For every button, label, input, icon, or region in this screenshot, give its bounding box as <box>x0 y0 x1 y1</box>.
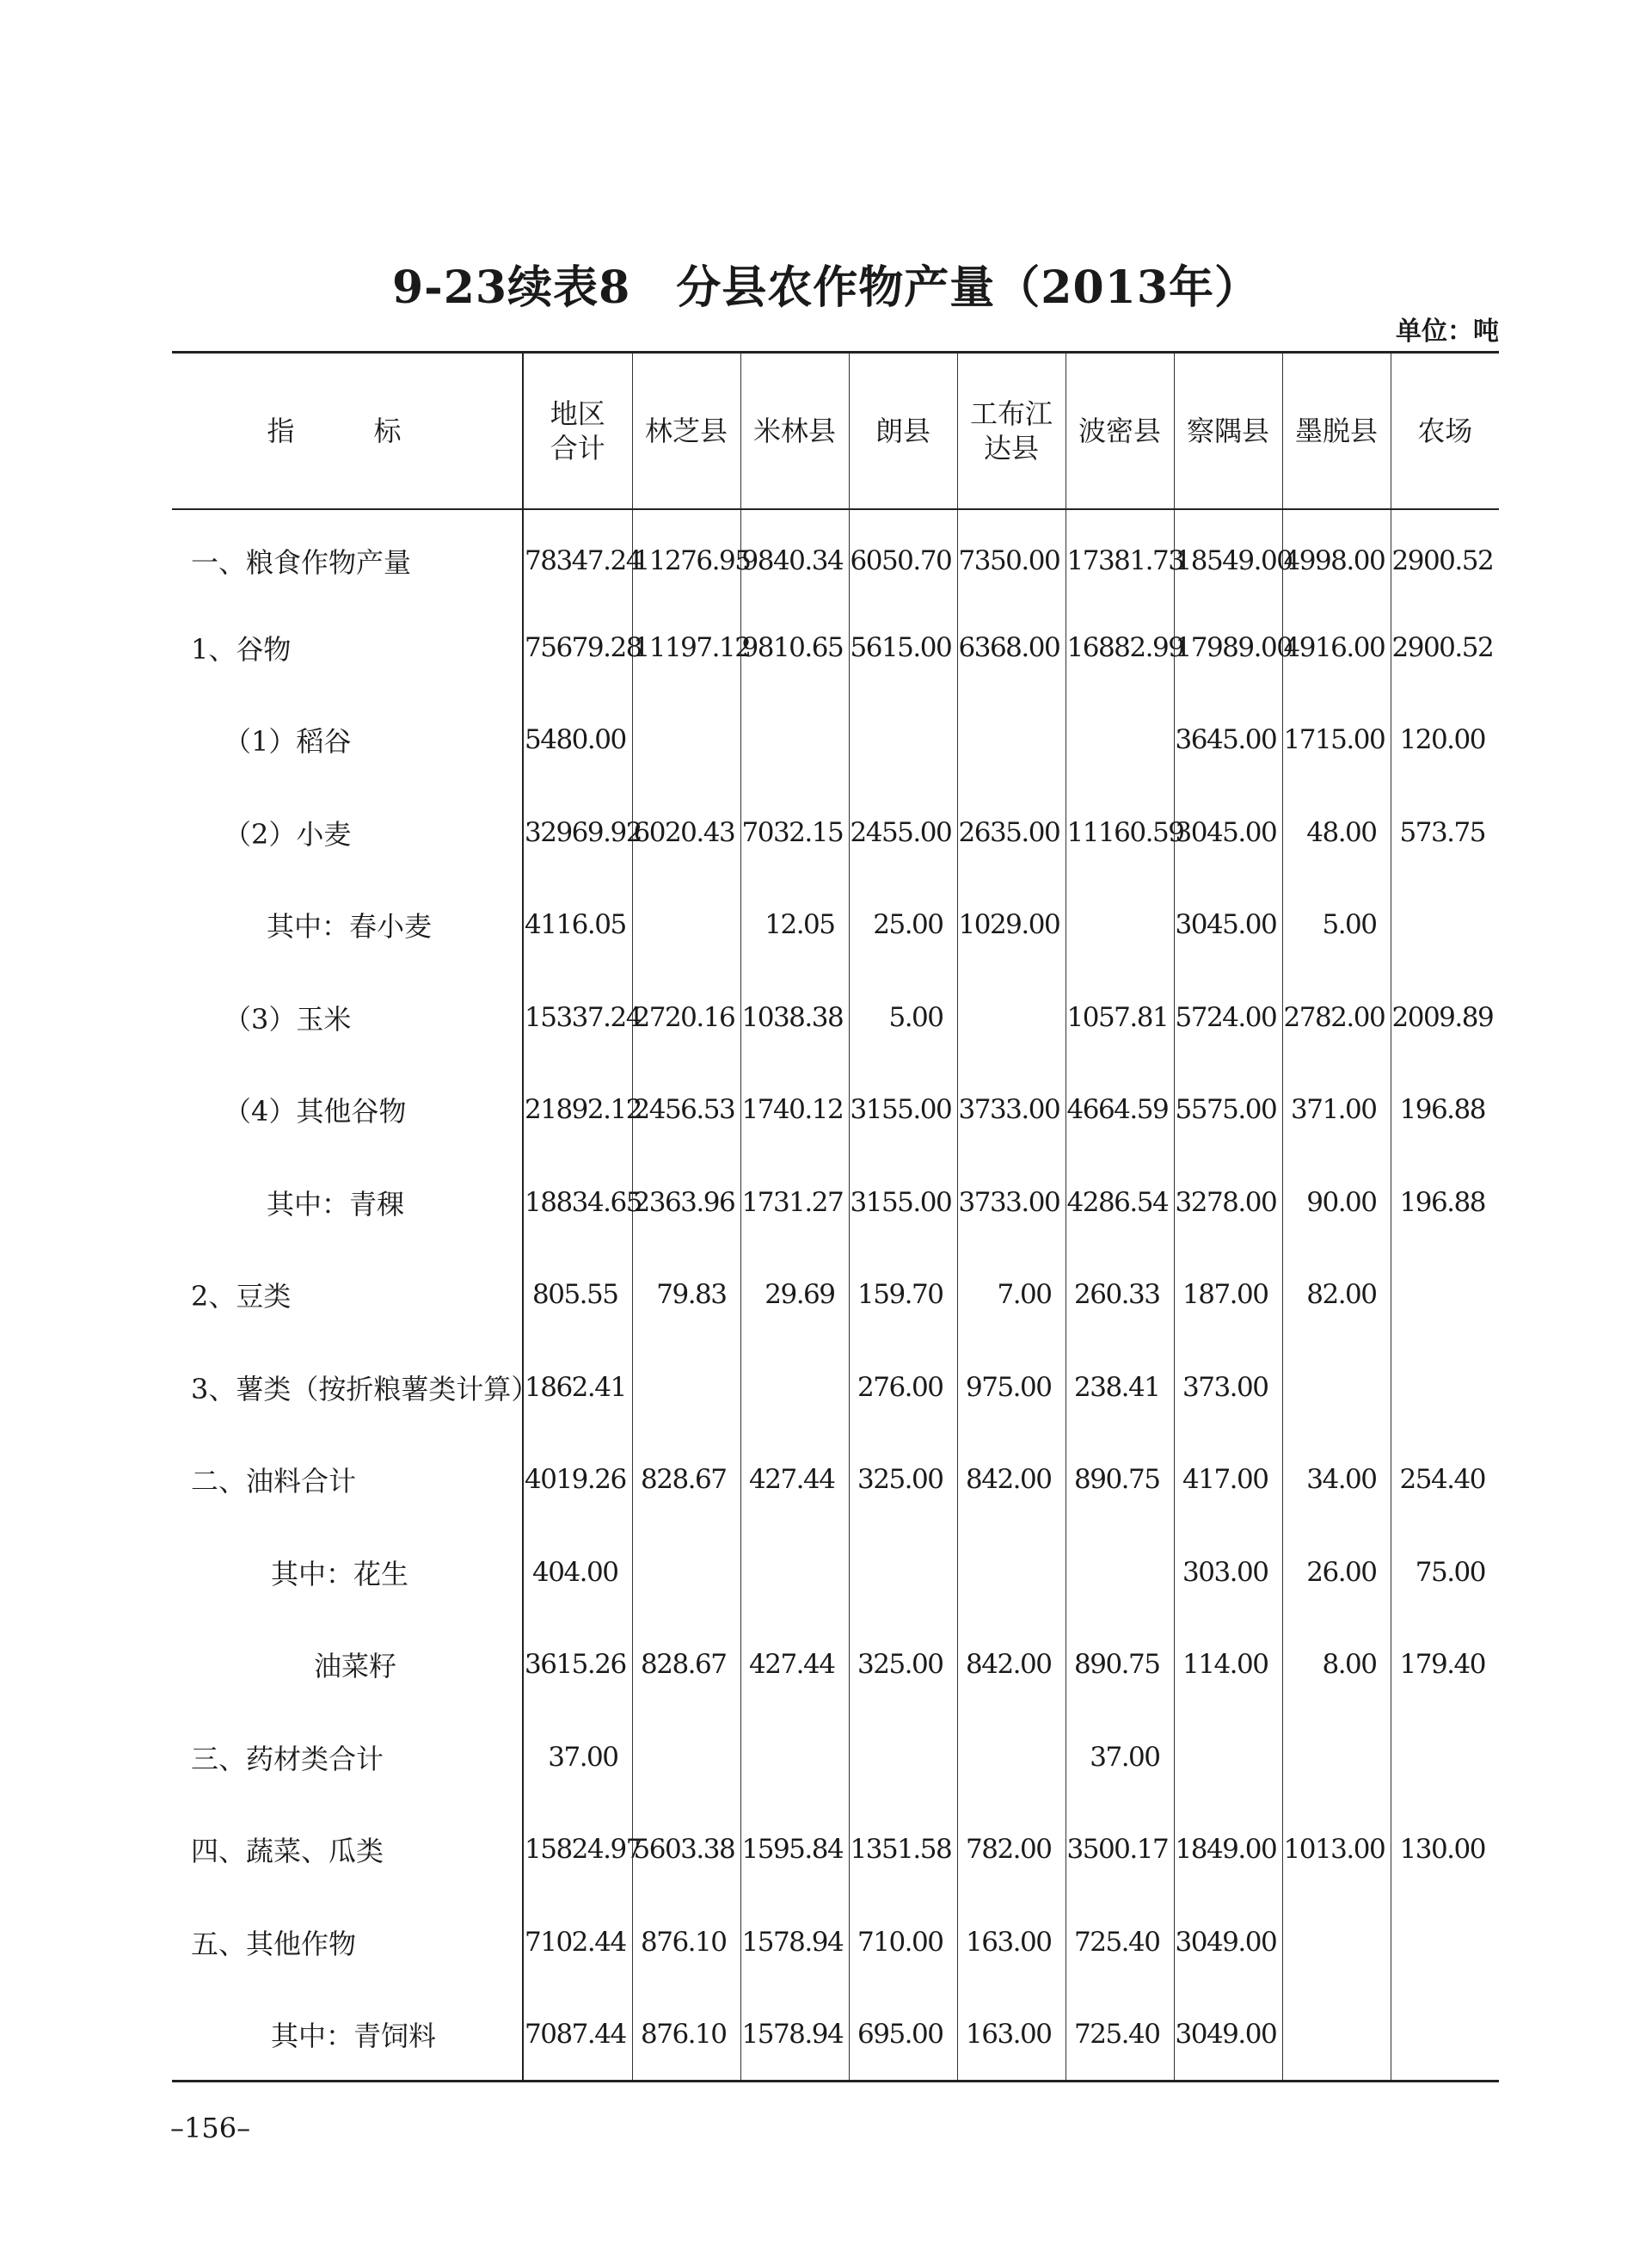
table-row <box>172 1711 1499 1804</box>
row-label: 其中：青饲料 <box>271 2019 437 2052</box>
cell-milin: 1578.94 <box>740 1989 849 2082</box>
cell-total: 32969.92 <box>523 786 632 879</box>
cell-gongbujiangda: 1029.00 <box>957 879 1066 972</box>
cell-linzhi: 6020.43 <box>632 786 740 879</box>
cell-linzhi <box>632 879 740 972</box>
page-number: –156– <box>170 2112 251 2144</box>
cell-chayu: 114.00 <box>1174 1619 1282 1712</box>
cell-linzhi <box>632 1526 740 1619</box>
cell-bomi <box>1066 694 1174 787</box>
cell-gongbujiangda <box>957 1711 1066 1804</box>
cell-langxian: 5615.00 <box>849 601 957 694</box>
cell-farm: 2900.52 <box>1391 601 1499 694</box>
column-header-linzhi: 林芝县 <box>632 353 740 509</box>
cell-milin: 12.05 <box>740 879 849 972</box>
table-row <box>172 1064 1499 1157</box>
cell-milin: 9810.65 <box>740 601 849 694</box>
row-label: 1、谷物 <box>191 632 292 666</box>
cell-chayu: 3049.00 <box>1174 1989 1282 2082</box>
cell-chayu: 303.00 <box>1174 1526 1282 1619</box>
cell-gongbujiangda: 3733.00 <box>957 1064 1066 1157</box>
cell-linzhi: 2720.16 <box>632 971 740 1064</box>
cell-chayu: 3045.00 <box>1174 879 1282 972</box>
column-header-langxian: 朗县 <box>849 353 957 509</box>
cell-farm: 254.40 <box>1391 1434 1499 1527</box>
cell-chayu: 5575.00 <box>1174 1064 1282 1157</box>
cell-total: 5480.00 <box>523 694 632 787</box>
row-label: 其中：春小麦 <box>267 910 433 944</box>
row-label: 3、薯类（按折粮薯类计算） <box>191 1372 539 1405</box>
cell-bomi: 725.40 <box>1066 1989 1174 2082</box>
cell-linzhi: 876.10 <box>632 1989 740 2082</box>
cell-gongbujiangda: 6368.00 <box>957 601 1066 694</box>
cell-milin <box>740 1341 849 1434</box>
cell-farm <box>1391 1989 1499 2082</box>
cell-farm: 196.88 <box>1391 1064 1499 1157</box>
cell-langxian: 3155.00 <box>849 1064 957 1157</box>
cell-langxian: 25.00 <box>849 879 957 972</box>
cell-linzhi: 2456.53 <box>632 1064 740 1157</box>
cell-milin <box>740 694 849 787</box>
cell-farm: 130.00 <box>1391 1804 1499 1897</box>
cell-bomi: 16882.99 <box>1066 601 1174 694</box>
cell-motuo <box>1282 1896 1391 1989</box>
table-row <box>172 971 1499 1064</box>
cell-farm: 196.88 <box>1391 1156 1499 1249</box>
cell-motuo <box>1282 1989 1391 2082</box>
cell-langxian <box>849 1526 957 1619</box>
row-label: 二、油料合计 <box>191 1465 357 1498</box>
table-row <box>172 1804 1499 1897</box>
cell-bomi: 725.40 <box>1066 1896 1174 1989</box>
cell-linzhi: 79.83 <box>632 1249 740 1342</box>
table-row <box>172 1989 1499 2082</box>
cell-farm <box>1391 1249 1499 1342</box>
cell-chayu: 3278.00 <box>1174 1156 1282 1249</box>
row-label: 油菜籽 <box>314 1650 397 1683</box>
row-label: （2）小麦 <box>224 817 352 851</box>
cell-langxian: 276.00 <box>849 1341 957 1434</box>
cell-bomi <box>1066 879 1174 972</box>
row-label: （4）其他谷物 <box>224 1095 407 1128</box>
cell-chayu: 3645.00 <box>1174 694 1282 787</box>
cell-linzhi <box>632 1711 740 1804</box>
cell-farm <box>1391 1341 1499 1434</box>
cell-motuo: 90.00 <box>1282 1156 1391 1249</box>
cell-gongbujiangda: 782.00 <box>957 1804 1066 1897</box>
cell-motuo: 48.00 <box>1282 786 1391 879</box>
cell-total: 75679.28 <box>523 601 632 694</box>
table-row <box>172 1341 1499 1434</box>
cell-langxian: 6050.70 <box>849 509 957 602</box>
cell-total: 3615.26 <box>523 1619 632 1712</box>
cell-milin <box>740 1526 849 1619</box>
cell-total: 805.55 <box>523 1249 632 1342</box>
cell-total: 7087.44 <box>523 1989 632 2082</box>
cell-linzhi <box>632 1341 740 1434</box>
cell-gongbujiangda <box>957 971 1066 1064</box>
cell-milin <box>740 1711 849 1804</box>
row-label: 2、豆类 <box>191 1280 292 1313</box>
cell-chayu: 3049.00 <box>1174 1896 1282 1989</box>
table-header-row <box>172 353 1499 509</box>
cell-farm <box>1391 879 1499 972</box>
cell-langxian <box>849 694 957 787</box>
column-header-total: 地区 合计 <box>523 353 632 509</box>
cell-langxian <box>849 1711 957 1804</box>
cell-total: 78347.24 <box>523 509 632 602</box>
cell-linzhi: 5603.38 <box>632 1804 740 1897</box>
cell-chayu: 18549.00 <box>1174 509 1282 602</box>
cell-total: 4116.05 <box>523 879 632 972</box>
column-header-chayu: 察隅县 <box>1174 353 1282 509</box>
cell-chayu: 187.00 <box>1174 1249 1282 1342</box>
cell-total: 4019.26 <box>523 1434 632 1527</box>
cell-total: 21892.12 <box>523 1064 632 1157</box>
cell-milin: 1595.84 <box>740 1804 849 1897</box>
table-row <box>172 879 1499 972</box>
cell-motuo <box>1282 1711 1391 1804</box>
unit-label: 单位：吨 <box>1396 317 1499 347</box>
cell-chayu: 417.00 <box>1174 1434 1282 1527</box>
cell-farm: 2009.89 <box>1391 971 1499 1064</box>
cell-total: 15337.24 <box>523 971 632 1064</box>
cell-motuo: 34.00 <box>1282 1434 1391 1527</box>
cell-motuo: 4998.00 <box>1282 509 1391 602</box>
cell-motuo: 1013.00 <box>1282 1804 1391 1897</box>
column-header-indicator: 指 标 <box>267 414 427 447</box>
row-label: 其中：青稞 <box>267 1187 405 1221</box>
cell-langxian: 159.70 <box>849 1249 957 1342</box>
table-row <box>172 1896 1499 1989</box>
cell-chayu: 3045.00 <box>1174 786 1282 879</box>
cell-bomi: 4664.59 <box>1066 1064 1174 1157</box>
cell-milin: 29.69 <box>740 1249 849 1342</box>
cell-langxian: 325.00 <box>849 1619 957 1712</box>
cell-farm <box>1391 1711 1499 1804</box>
table-row <box>172 1526 1499 1619</box>
cell-farm: 120.00 <box>1391 694 1499 787</box>
cell-milin: 1038.38 <box>740 971 849 1064</box>
crop-output-table <box>172 351 1499 2082</box>
cell-gongbujiangda: 163.00 <box>957 1896 1066 1989</box>
cell-linzhi <box>632 694 740 787</box>
cell-total: 37.00 <box>523 1711 632 1804</box>
cell-bomi: 11160.59 <box>1066 786 1174 879</box>
cell-linzhi: 11197.12 <box>632 601 740 694</box>
cell-langxian: 325.00 <box>849 1434 957 1527</box>
cell-chayu: 17989.00 <box>1174 601 1282 694</box>
cell-gongbujiangda <box>957 694 1066 787</box>
row-label: 三、药材类合计 <box>191 1742 384 1775</box>
cell-motuo: 82.00 <box>1282 1249 1391 1342</box>
table-row <box>172 601 1499 694</box>
cell-motuo: 2782.00 <box>1282 971 1391 1064</box>
row-label: 一、粮食作物产量 <box>191 546 412 580</box>
cell-langxian: 710.00 <box>849 1896 957 1989</box>
cell-linzhi: 11276.95 <box>632 509 740 602</box>
cell-total: 7102.44 <box>523 1896 632 1989</box>
row-label: （1）稻谷 <box>224 725 352 759</box>
cell-total: 404.00 <box>523 1526 632 1619</box>
cell-gongbujiangda: 842.00 <box>957 1619 1066 1712</box>
table-row <box>172 694 1499 787</box>
cell-bomi: 17381.73 <box>1066 509 1174 602</box>
cell-chayu: 5724.00 <box>1174 971 1282 1064</box>
cell-chayu: 1849.00 <box>1174 1804 1282 1897</box>
cell-linzhi: 828.67 <box>632 1434 740 1527</box>
cell-motuo: 371.00 <box>1282 1064 1391 1157</box>
column-header-motuo: 墨脱县 <box>1282 353 1391 509</box>
table-row <box>172 1434 1499 1527</box>
cell-bomi: 4286.54 <box>1066 1156 1174 1249</box>
cell-bomi: 890.75 <box>1066 1619 1174 1712</box>
cell-milin: 1578.94 <box>740 1896 849 1989</box>
cell-milin: 9840.34 <box>740 509 849 602</box>
cell-gongbujiangda: 975.00 <box>957 1341 1066 1434</box>
row-label: 其中：花生 <box>271 1557 409 1590</box>
cell-langxian: 695.00 <box>849 1989 957 2082</box>
cell-bomi: 260.33 <box>1066 1249 1174 1342</box>
cell-motuo <box>1282 1341 1391 1434</box>
cell-gongbujiangda: 7350.00 <box>957 509 1066 602</box>
cell-milin: 427.44 <box>740 1619 849 1712</box>
column-header-bomi: 波密县 <box>1066 353 1174 509</box>
cell-total: 18834.65 <box>523 1156 632 1249</box>
cell-milin: 1731.27 <box>740 1156 849 1249</box>
cell-bomi: 890.75 <box>1066 1434 1174 1527</box>
table-row <box>172 509 1499 602</box>
cell-motuo: 4916.00 <box>1282 601 1391 694</box>
table-row <box>172 786 1499 879</box>
cell-farm: 179.40 <box>1391 1619 1499 1712</box>
row-label: 四、蔬菜、瓜类 <box>191 1835 384 1868</box>
cell-linzhi: 828.67 <box>632 1619 740 1712</box>
cell-gongbujiangda <box>957 1526 1066 1619</box>
table-row <box>172 1249 1499 1342</box>
cell-motuo: 1715.00 <box>1282 694 1391 787</box>
cell-bomi: 238.41 <box>1066 1341 1174 1434</box>
cell-chayu <box>1174 1711 1282 1804</box>
table-body <box>172 509 1499 2082</box>
column-header-milin: 米林县 <box>740 353 849 509</box>
cell-motuo: 8.00 <box>1282 1619 1391 1712</box>
cell-milin: 1740.12 <box>740 1064 849 1157</box>
cell-milin: 427.44 <box>740 1434 849 1527</box>
cell-bomi: 3500.17 <box>1066 1804 1174 1897</box>
cell-bomi: 37.00 <box>1066 1711 1174 1804</box>
cell-milin: 7032.15 <box>740 786 849 879</box>
table-row <box>172 1619 1499 1712</box>
cell-gongbujiangda: 842.00 <box>957 1434 1066 1527</box>
cell-total: 15824.97 <box>523 1804 632 1897</box>
cell-farm: 75.00 <box>1391 1526 1499 1619</box>
row-label: 五、其他作物 <box>191 1927 357 1960</box>
row-label: （3）玉米 <box>224 1002 352 1036</box>
cell-gongbujiangda: 163.00 <box>957 1989 1066 2082</box>
cell-bomi <box>1066 1526 1174 1619</box>
cell-farm: 2900.52 <box>1391 509 1499 602</box>
data-table-container <box>172 351 1499 2082</box>
cell-total: 1862.41 <box>523 1341 632 1434</box>
cell-bomi: 1057.81 <box>1066 971 1174 1064</box>
page-title: 9-23续表8 分县农作物产量（2013年） <box>391 261 1261 314</box>
cell-motuo: 26.00 <box>1282 1526 1391 1619</box>
cell-farm: 573.75 <box>1391 786 1499 879</box>
column-header-gongbujiangda: 工布江 达县 <box>957 353 1066 509</box>
cell-langxian: 3155.00 <box>849 1156 957 1249</box>
column-header-farm: 农场 <box>1391 353 1499 509</box>
cell-chayu: 373.00 <box>1174 1341 1282 1434</box>
cell-gongbujiangda: 2635.00 <box>957 786 1066 879</box>
cell-langxian: 5.00 <box>849 971 957 1064</box>
cell-farm <box>1391 1896 1499 1989</box>
cell-langxian: 2455.00 <box>849 786 957 879</box>
cell-linzhi: 2363.96 <box>632 1156 740 1249</box>
cell-gongbujiangda: 7.00 <box>957 1249 1066 1342</box>
cell-motuo: 5.00 <box>1282 879 1391 972</box>
cell-linzhi: 876.10 <box>632 1896 740 1989</box>
cell-langxian: 1351.58 <box>849 1804 957 1897</box>
cell-gongbujiangda: 3733.00 <box>957 1156 1066 1249</box>
table-row <box>172 1156 1499 1249</box>
